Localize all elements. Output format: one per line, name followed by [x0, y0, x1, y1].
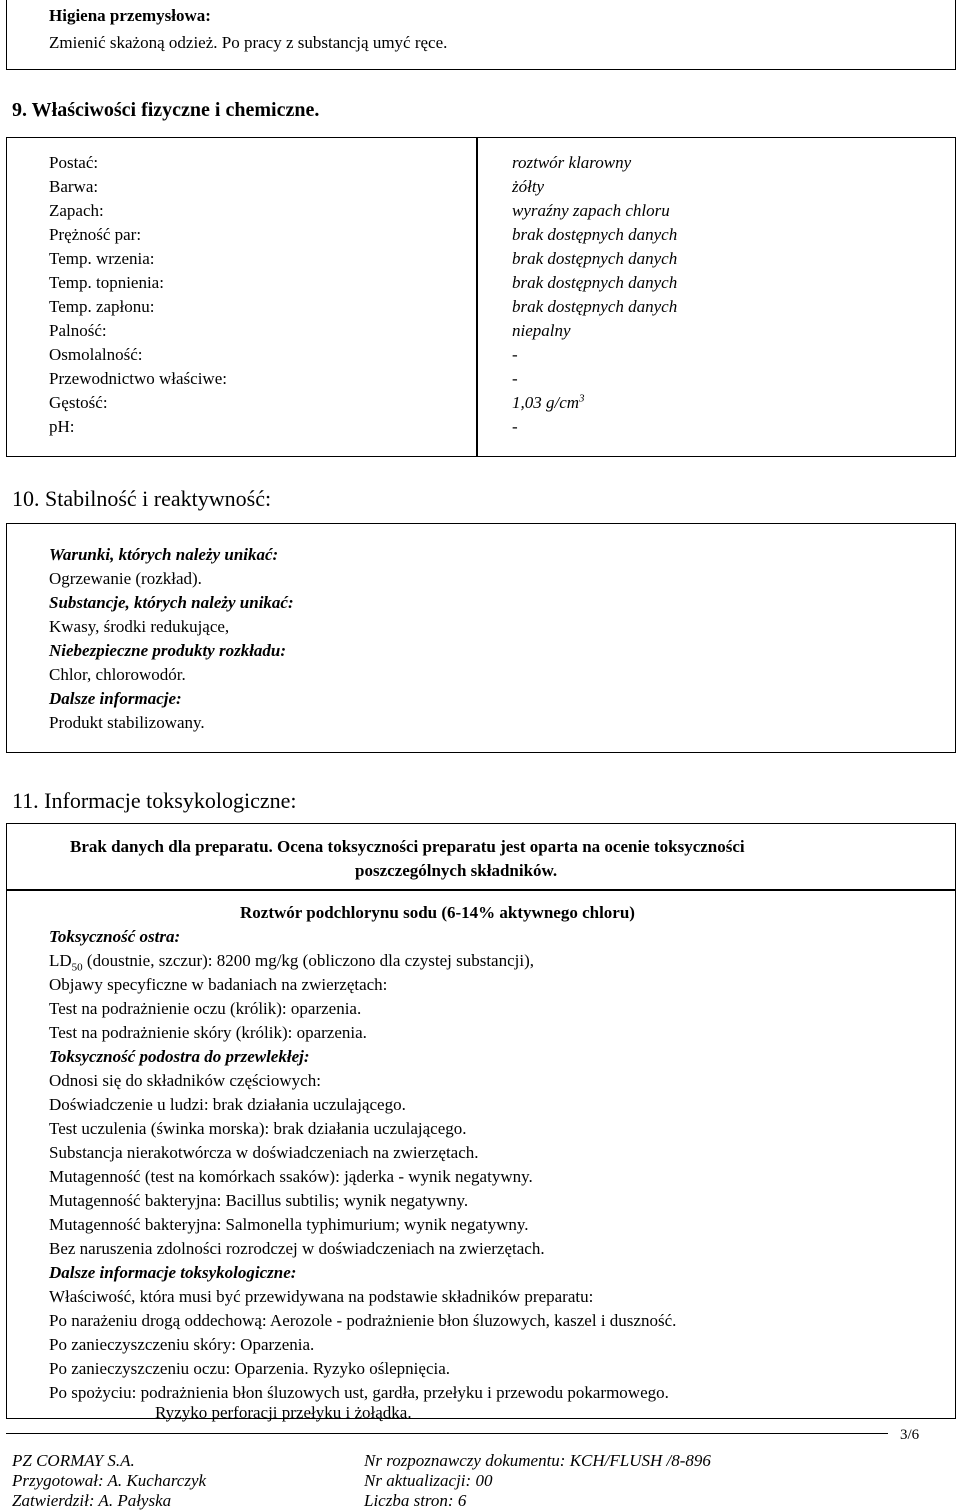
subacute-line: Bez naruszenia zdolności rozrodczej w doświadczeniach na zwierzętach. [49, 1239, 545, 1258]
subacute-toxicity-label: Toksyczność podostra do przewlekłej: [49, 1047, 310, 1066]
property-value: brak dostępnych danych [512, 225, 678, 244]
hygiene-title: Higiena przemysłowa: [49, 6, 211, 25]
avoid-substances-text: Kwasy, środki redukujące, [49, 617, 230, 636]
intro-line-2: poszczególnych składników. [355, 861, 558, 880]
acute-line: Test na podrażnienie oczu (królik): oparzenia. [49, 999, 362, 1018]
further-info-text: Produkt stabilizowany. [49, 713, 205, 732]
acute-line: Test na podrażnienie skóry (królik): oparzenia. [49, 1023, 367, 1042]
density-exponent: 3 [579, 392, 585, 405]
section-9-divider [476, 137, 478, 457]
property-value: brak dostępnych danych [512, 297, 678, 316]
property-label: Osmolalność: [49, 345, 143, 364]
subacute-line: Doświadczenie u ludzi: brak działania uczulającego. [49, 1095, 406, 1114]
property-label: Zapach: [49, 201, 104, 220]
property-value: żółty [512, 177, 545, 196]
avoid-substances-label: Substancje, których należy unikać: [49, 593, 294, 612]
property-value: niepalny [512, 321, 571, 340]
section-9-title: 9. Właściwości fizyczne i chemiczne. [12, 99, 320, 121]
footer-rule [6, 1433, 888, 1434]
section-10-title: 10. Stabilność i reaktywność: [12, 486, 272, 511]
decomposition-label: Niebezpieczne produkty rozkładu: [49, 641, 287, 660]
page-number: 3/6 [900, 1427, 920, 1443]
property-label: Temp. zapłonu: [49, 297, 155, 316]
footer-update-no: Nr aktualizacji: 00 [364, 1471, 493, 1490]
avoid-conditions-text: Ogrzewanie (rozkład). [49, 569, 202, 588]
intro-line-1: Brak danych dla preparatu. Ocena toksyczności preparatu jest oparta na ocenie toksyczności [70, 837, 745, 856]
property-label: Palność: [49, 321, 107, 340]
further-tox-line: Właściwość, która musi być przewidywana na podstawie składników preparatu: [49, 1287, 594, 1306]
footer-page-count: Liczba stron: 6 [364, 1491, 467, 1510]
subacute-line: Mutagenność bakteryjna: Bacillus subtilis; wynik negatywny. [49, 1191, 469, 1210]
property-value: brak dostępnych danych [512, 249, 678, 268]
component-title: Roztwór podchlorynu sodu (6-14% aktywnego chloru) [240, 903, 635, 922]
subacute-line: Mutagenność bakteryjna: Salmonella typhimurium; wynik negatywny. [49, 1215, 529, 1234]
property-label: Przewodnictwo właściwe: [49, 369, 227, 388]
ld-subscript: 50 [71, 961, 83, 974]
subacute-line: Substancja nierakotwórcza w doświadczeniach na zwierzętach. [49, 1143, 479, 1162]
property-label: Barwa: [49, 177, 99, 196]
section-11-title: 11. Informacje toksykologiczne: [12, 788, 297, 813]
hygiene-text: Zmienić skażoną odzież. Po pracy z substancją umyć ręce. [49, 33, 448, 52]
further-tox-line: Po narażeniu drogą oddechową: Aerozole - podrażnienie błon śluzowych, kaszel i duszność. [49, 1311, 677, 1330]
property-label: Postać: [49, 153, 99, 172]
property-label: pH: [49, 417, 75, 436]
intro-separator [6, 889, 956, 891]
subacute-line: Test uczulenia (świnka morska): brak działania uczulającego. [49, 1119, 467, 1138]
further-tox-line: Po zanieczyszczeniu skóry: Oparzenia. [49, 1335, 315, 1354]
further-tox-last-line: Ryzyko perforacji przełyku i żołądka. [155, 1403, 412, 1422]
property-label: Temp. topnienia: [49, 273, 164, 292]
further-info-label: Dalsze informacje: [49, 689, 182, 708]
property-value: - [512, 369, 518, 388]
subacute-line: Odnosi się do składników częściowych: [49, 1071, 321, 1090]
acute-line: Objawy specyficzne w badaniach na zwierzętach: [49, 975, 388, 994]
ld50-line [49, 951, 535, 974]
property-label: Temp. wrzenia: [49, 249, 155, 268]
property-value: - [512, 417, 518, 436]
footer-prepared-by: Przygotował: A. Kucharczyk [12, 1471, 207, 1490]
property-value: brak dostępnych danych [512, 273, 678, 292]
footer-approved-by: Zatwierdził: A. Pałyska [12, 1491, 172, 1510]
property-label: Gęstość: [49, 393, 108, 412]
footer-doc-id: Nr rozpoznawczy dokumentu: KCH/FLUSH /8-896 [364, 1451, 711, 1470]
acute-toxicity-label: Toksyczność ostra: [49, 927, 181, 946]
decomposition-text: Chlor, chlorowodór. [49, 665, 186, 684]
ld-prefix: LD [49, 951, 72, 970]
property-label: Prężność par: [49, 225, 142, 244]
avoid-conditions-label: Warunki, których należy unikać: [49, 545, 279, 564]
property-value: wyraźny zapach chloru [512, 201, 670, 220]
property-value [512, 394, 585, 411]
footer-company: PZ CORMAY S.A. [12, 1451, 135, 1470]
density-value: 1,03 g/cm [512, 393, 580, 412]
further-tox-label: Dalsze informacje toksykologiczne: [49, 1263, 297, 1282]
subacute-line: Mutagenność (test na komórkach ssaków): jąderka - wynik negatywny. [49, 1167, 533, 1186]
property-value: roztwór klarowny [512, 153, 632, 172]
ld-text: (doustnie, szczur): 8200 mg/kg (obliczono dla czystej substancji), [82, 951, 535, 970]
further-tox-line: Po zanieczyszczeniu oczu: Oparzenia. Ryzyko oślepnięcia. [49, 1359, 451, 1378]
further-tox-line: Po spożyciu: podrażnienia błon śluzowych ust, gardła, przełyku i przewodu pokarmowego. [49, 1383, 669, 1402]
property-value: - [512, 345, 518, 364]
